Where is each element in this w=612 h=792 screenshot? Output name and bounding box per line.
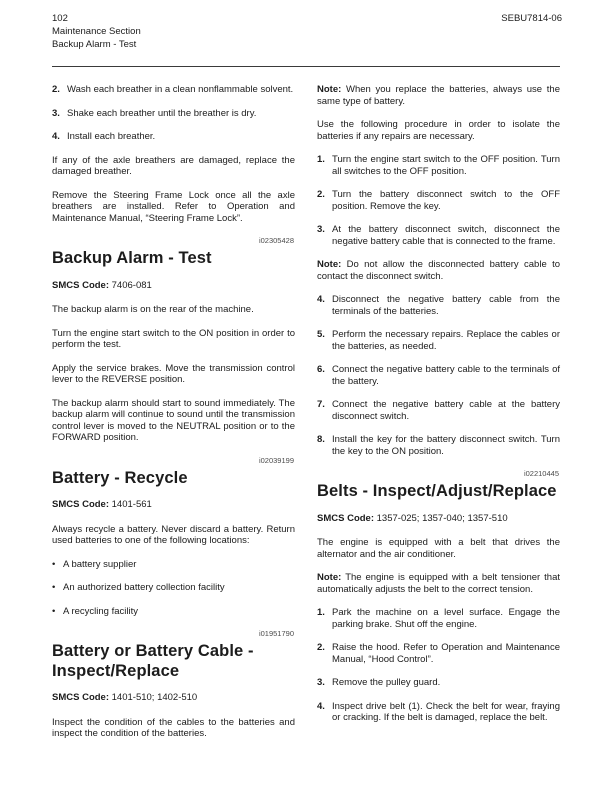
numbered-step [317, 607, 560, 630]
numbered-step [317, 329, 560, 352]
section-heading: Backup Alarm - Test [52, 249, 212, 268]
paragraph: Remove the Steering Frame Lock once all the axle breathers are installed. Refer to Operation and Maintenance Manual, “Steering Frame Lock”. [52, 189, 295, 224]
step-number: 5. [317, 329, 325, 341]
step-number: 2. [317, 642, 325, 654]
step-number: 3. [317, 224, 325, 236]
note-text: The engine is equipped with a belt tensioner that automatically adjusts the belt to the correct tension. [317, 572, 560, 595]
step-number: 7. [317, 399, 325, 411]
smcs-code-line [52, 280, 295, 292]
numbered-step [317, 364, 560, 387]
bullet-item [52, 559, 295, 571]
smcs-value: 1357-025; 1357-040; 1357-510 [376, 512, 508, 524]
step-number: 4. [317, 294, 325, 306]
step-number: 2. [52, 84, 60, 96]
numbered-step [317, 399, 560, 422]
step-text: Remove the pulley guard. [332, 677, 441, 689]
ref-code: i02039199 [258, 455, 294, 465]
step-number: 2. [317, 189, 325, 201]
step-text: Disconnect the negative battery cable from the terminals of the batteries. [332, 294, 560, 317]
smcs-label: SMCS Code: [52, 499, 112, 511]
step-text: Turn the engine start switch to the OFF position. Turn all switches to the OFF position. [332, 154, 560, 177]
numbered-step [317, 701, 560, 724]
step-text: Park the machine on a level surface. Engage the parking brake. Shut off the engine. [332, 607, 560, 630]
step-text: Perform the necessary repairs. Replace the cables or the batteries, as needed. [332, 329, 560, 352]
paragraph: If any of the axle breathers are damaged, replace the damaged breather. [52, 154, 295, 178]
numbered-step [317, 224, 560, 247]
right-column [317, 84, 560, 752]
smcs-code-line [317, 513, 560, 525]
smcs-value: 1401-510; 1402-510 [111, 692, 198, 704]
note-paragraph [317, 259, 560, 282]
note-text: When you replace the batteries, always use the same type of battery. [317, 84, 560, 107]
ref-code: i01951790 [258, 629, 294, 639]
smcs-value: 1401-561 [111, 499, 152, 511]
paragraph: The engine is equipped with a belt that drives the alternator and the air conditioner. [317, 537, 560, 560]
bullet-text: A recycling facility [63, 605, 138, 617]
left-column [52, 84, 295, 752]
header-section-title: Maintenance Section [52, 25, 141, 37]
step-text: Install each breather. [67, 131, 156, 143]
step-number: 1. [317, 154, 325, 166]
section-heading: Battery - Recycle [52, 468, 188, 487]
step-number: 8. [317, 434, 325, 446]
step-text: Wash each breather in a clean nonflammable solvent. [67, 84, 294, 96]
page-number: 102 [52, 13, 68, 24]
numbered-step [317, 154, 560, 177]
paragraph: The backup alarm should start to sound immediately. The backup alarm will continue to sound until the transmission control lever is moved to the NEUTRAL position or to the FORWARD position. [52, 397, 295, 444]
numbered-step [52, 131, 295, 143]
numbered-step [317, 677, 560, 689]
note-paragraph [317, 572, 560, 595]
ref-code: i02305428 [258, 236, 294, 246]
smcs-label: SMCS Code: [52, 692, 112, 704]
step-number: 4. [317, 700, 325, 712]
step-text: Inspect drive belt (1). Check the belt for wear, fraying or cracking. If the belt is damaged, replace the belt. [332, 700, 560, 724]
step-text: Turn the battery disconnect switch to the OFF position. Remove the key. [332, 189, 560, 212]
bullet-item [52, 606, 295, 618]
bullet-item [52, 582, 295, 594]
numbered-step [52, 84, 295, 96]
smcs-value: 7406-081 [111, 279, 152, 291]
paragraph: Inspect the condition of the cables to the batteries and inspect the condition of the batteries. [52, 716, 295, 740]
section-heading: Belts - Inspect/Adjust/Replace [317, 482, 557, 501]
bullet-dot: • [52, 558, 56, 570]
step-number: 4. [52, 131, 60, 143]
step-text: Raise the hood. Refer to Operation and Maintenance Manual, “Hood Control”. [332, 642, 560, 665]
note-paragraph [317, 84, 560, 107]
paragraph: The backup alarm is on the rear of the machine. [52, 304, 254, 316]
header-left [52, 13, 141, 51]
numbered-step [317, 294, 560, 317]
step-text: Connect the negative battery cable to the terminals of the battery. [332, 364, 560, 387]
numbered-step [317, 434, 560, 457]
header-subsection-title: Backup Alarm - Test [52, 38, 137, 50]
page-header [0, 0, 612, 51]
step-number: 6. [317, 364, 325, 376]
smcs-label: SMCS Code: [317, 512, 377, 524]
smcs-code-line [52, 499, 295, 511]
paragraph: Apply the service brakes. Move the transmission control lever to the REVERSE position. [52, 362, 295, 386]
ref-code: i02210445 [523, 469, 559, 479]
step-text: Install the key for the battery disconnect switch. Turn the key to the ON position. [332, 434, 560, 457]
paragraph: Use the following procedure in order to isolate the batteries if any repairs are necessary. [317, 119, 560, 142]
note-label: Note: [317, 572, 346, 584]
smcs-code-line [52, 692, 295, 704]
numbered-step [52, 108, 295, 120]
step-number: 1. [317, 607, 325, 619]
paragraph: Turn the engine start switch to the ON position in order to perform the test. [52, 327, 295, 351]
paragraph: Always recycle a battery. Never discard a battery. Return used batteries to one of the following locations: [52, 523, 295, 547]
bullet-dot: • [52, 605, 56, 617]
step-text: Connect the negative battery cable at the battery disconnect switch. [332, 399, 560, 422]
note-label: Note: [317, 259, 347, 271]
section-heading: Battery or Battery Cable - Inspect/Replace [52, 642, 254, 680]
step-number: 3. [52, 107, 60, 119]
bullet-dot: • [52, 582, 56, 594]
step-text: At the battery disconnect switch, disconnect the negative battery cable that is connected to the frame. [332, 224, 560, 247]
step-number: 3. [317, 677, 325, 689]
numbered-step [317, 642, 560, 665]
bullet-text: An authorized battery collection facility [63, 582, 225, 594]
smcs-label: SMCS Code: [52, 279, 112, 291]
note-label: Note: [317, 84, 346, 96]
two-column-body [0, 67, 612, 752]
bullet-text: A battery supplier [63, 558, 137, 570]
note-text: Do not allow the disconnected battery cable to contact the disconnect switch. [317, 259, 560, 282]
step-text: Shake each breather until the breather is dry. [67, 107, 257, 119]
numbered-step [317, 189, 560, 212]
doc-code: SEBU7814-06 [501, 13, 562, 24]
